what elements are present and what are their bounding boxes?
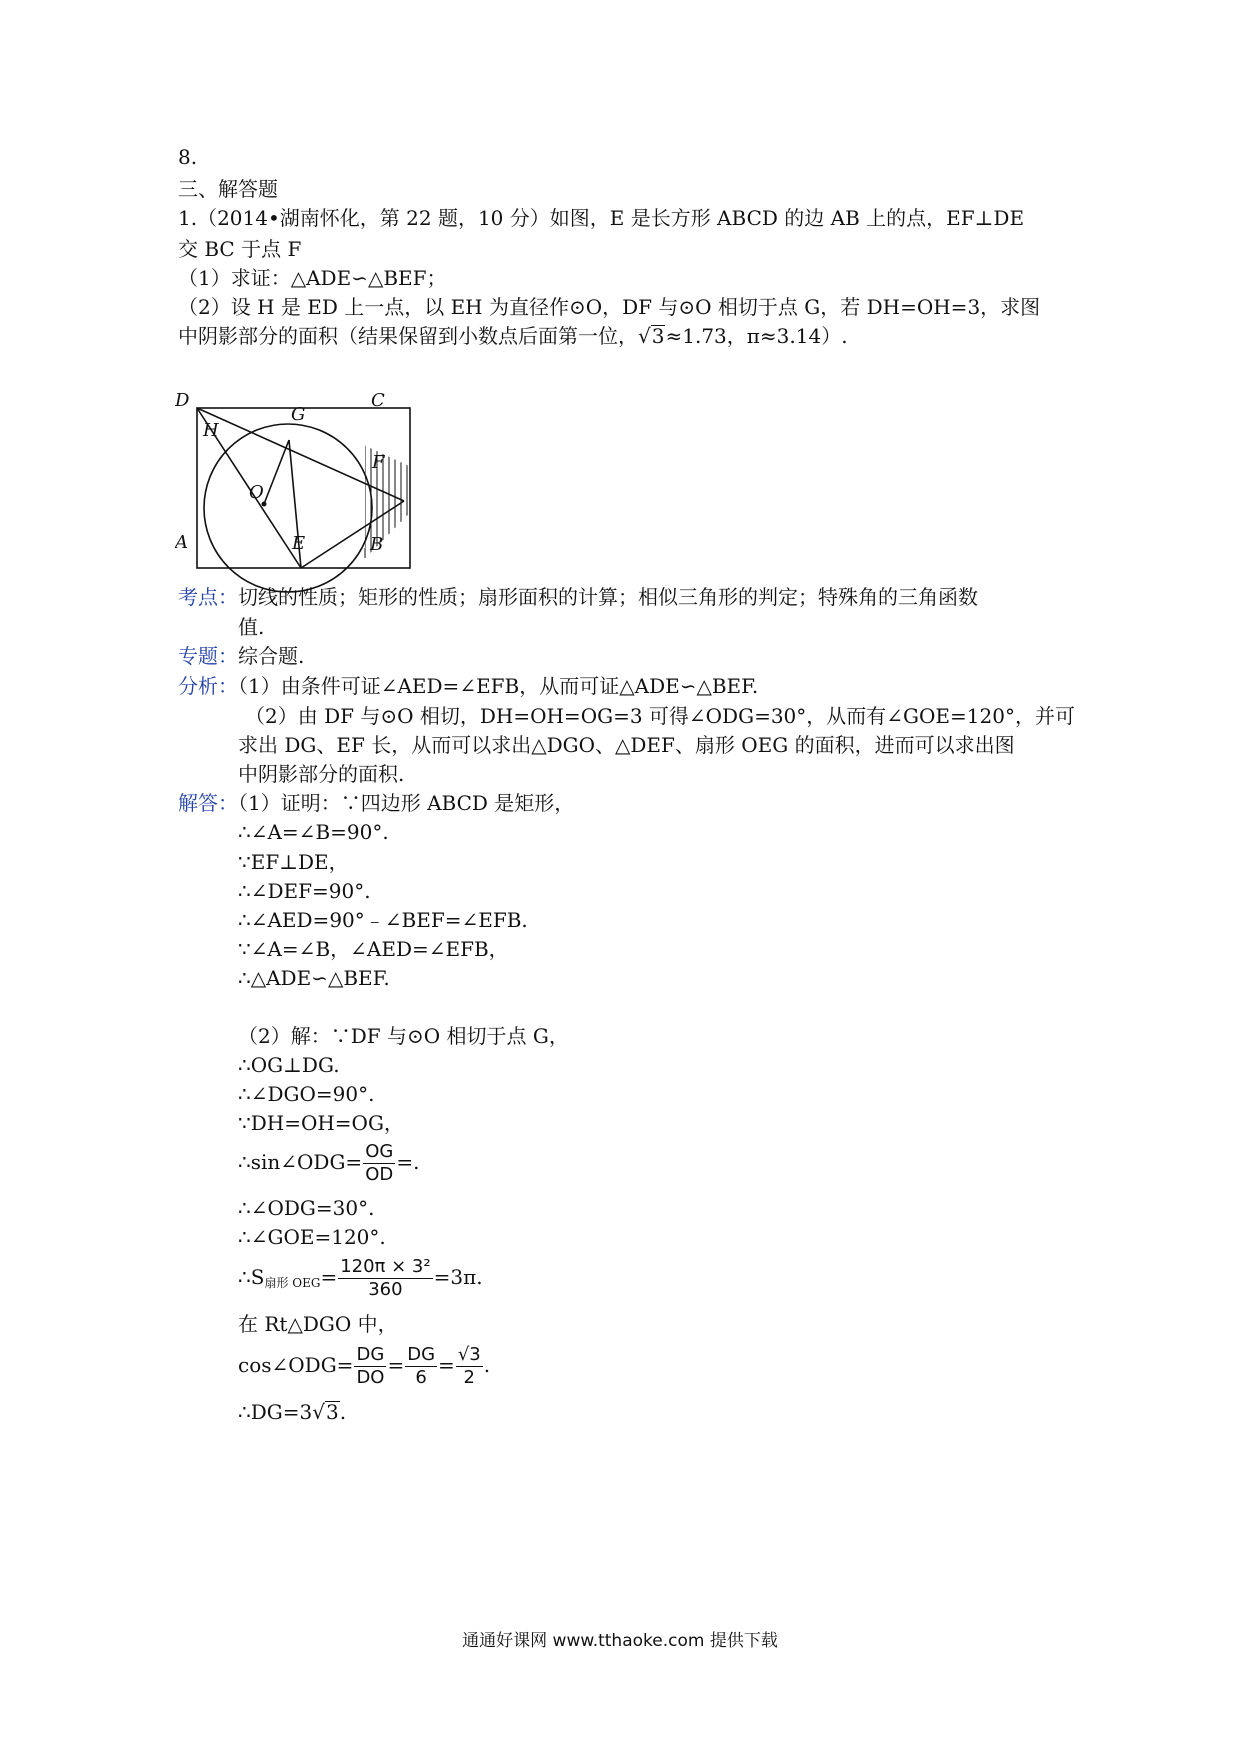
solution-step: （1）证明：∵四边形 ABCD 是矩形，: [238, 791, 575, 815]
footer-watermark: 通通好课网 www.tthaoke.com 提供下载: [462, 1631, 778, 1651]
jieda-label: 解答：: [178, 791, 238, 815]
kaodian-row: [178, 583, 978, 611]
fenxi-row: [178, 672, 758, 700]
solution-step: ∴∠DGO=90°.: [238, 1082, 375, 1106]
item-number: 8.: [178, 145, 198, 169]
dg-expression: ∴DG=3: [238, 1400, 313, 1424]
fraction-sector: [338, 1256, 432, 1301]
fenxi-text-2c: 中阴影部分的面积.: [238, 762, 405, 786]
sin-result: =.: [396, 1150, 420, 1174]
sqrt-radicand: 3: [651, 324, 665, 348]
solution-step: ∵DH=OH=OG，: [238, 1111, 404, 1135]
kaodian-text-cont: 值.: [238, 615, 265, 639]
cos-expression: cos∠ODG=: [238, 1353, 354, 1377]
solution-step-cos: [238, 1340, 490, 1390]
label-o: O: [249, 482, 264, 503]
zhuanti-text: 综合题.: [238, 644, 305, 668]
fraction-denominator: 360: [368, 1279, 403, 1300]
fenxi-text-2b: 求出 DG、EF 长，从而可以求出△DGO、△DEF、扇形 OEG 的面积，进而可以求出图: [238, 733, 1015, 757]
label-e: E: [292, 533, 306, 554]
equals-sign: =: [387, 1353, 405, 1377]
problem-part-1: （1）求证：△ADE∽△BEF；: [178, 266, 447, 290]
solution-step-dg: [238, 1398, 346, 1426]
kaodian-label: 考点：: [178, 585, 238, 609]
fraction-sqrt3-2: [456, 1344, 483, 1389]
fraction-denominator: DO: [356, 1367, 385, 1388]
fraction-numerator: 120π × 3²: [340, 1256, 431, 1277]
fraction-denominator: 6: [415, 1367, 427, 1388]
fraction-numerator: OG: [365, 1141, 394, 1162]
fraction-denominator: OD: [365, 1164, 394, 1185]
area-subscript: 扇形 OEG: [264, 1276, 321, 1290]
solution-step: ∴∠DEF=90°.: [238, 879, 371, 903]
jieda-row: [178, 789, 574, 817]
solution-step: （2）解：∵DF 与⊙O 相切于点 G，: [238, 1024, 569, 1048]
sin-expression: ∴sin∠ODG=: [238, 1150, 363, 1174]
label-d: D: [175, 390, 190, 411]
equals-sign: =: [438, 1353, 455, 1377]
solution-step: ∴∠AED=90°﹣∠BEF=∠EFB.: [238, 908, 528, 932]
label-g: G: [291, 404, 306, 425]
section-title: 三、解答题: [178, 177, 278, 201]
zhuanti-label: 专题：: [178, 644, 238, 668]
problem-part-2-line-1: （2）设 H 是 ED 上一点，以 EH 为直径作⊙O，DF 与⊙O 相切于点 G，若 DH=OH=3，求图: [178, 295, 1041, 319]
sector-result: =3π.: [433, 1265, 483, 1289]
fenxi-label: 分析：: [178, 674, 238, 698]
problem-line-2: 交 BC 于点 F: [178, 237, 302, 261]
problem-text: ≈1.73，π≈3.14）.: [665, 324, 848, 348]
sqrt-symbol: √: [312, 1400, 325, 1424]
dg-end: .: [339, 1400, 347, 1424]
solution-step-sector-area: [238, 1252, 483, 1302]
zhuanti-row: [178, 642, 304, 670]
label-f: F: [372, 452, 385, 473]
label-a: A: [175, 532, 188, 553]
solution-step: 在 Rt△DGO 中，: [238, 1312, 398, 1336]
fraction-dg-do: [354, 1344, 386, 1389]
solution-step: ∵∠A=∠B，∠AED=∠EFB，: [238, 937, 509, 961]
fenxi-text-1: （1）由条件可证∠AED=∠EFB，从而可证△ADE∽△BEF.: [238, 674, 759, 698]
problem-part-2-line-2: [178, 322, 848, 350]
solution-step: ∴∠A=∠B=90°.: [238, 820, 389, 844]
area-symbol: ∴S: [238, 1265, 265, 1289]
kaodian-text: 切线的性质；矩形的性质；扇形面积的计算；相似三角形的判定；特殊角的三角函数: [238, 585, 978, 609]
fraction-denominator: 2: [463, 1367, 475, 1388]
solution-step: ∴∠ODG=30°.: [238, 1196, 375, 1220]
fraction-dg-6: [405, 1344, 437, 1389]
fenxi-text-2a: （2）由 DF 与⊙O 相切，DH=OH=OG=3 可得∠ODG=30°，从而有∠GOE=120°，并可: [245, 704, 1075, 728]
fraction-og-od: [363, 1141, 395, 1186]
sqrt-radicand: 3: [325, 1400, 339, 1424]
solution-step: ∴∠GOE=120°.: [238, 1225, 386, 1249]
fraction-numerator: √3: [457, 1344, 481, 1365]
equals-sign: =: [320, 1265, 338, 1289]
problem-text: 中阴影部分的面积（结果保留到小数点后面第一位，: [178, 324, 638, 348]
label-c: C: [371, 390, 385, 411]
cos-end: .: [483, 1353, 491, 1377]
solution-step: ∴OG⊥DG.: [238, 1053, 340, 1077]
sqrt-symbol: √: [638, 324, 651, 348]
solution-step-sin: [238, 1138, 419, 1186]
segment-og: [264, 440, 289, 504]
label-h: H: [203, 420, 219, 441]
solution-step: ∴△ADE∽△BEF.: [238, 966, 390, 990]
solution-step: ∵EF⊥DE，: [238, 850, 349, 874]
fraction-numerator: DG: [407, 1344, 436, 1365]
fraction-numerator: DG: [354, 1344, 386, 1367]
problem-line-1: 1.（2014•湖南怀化，第 22 题，10 分）如图，E 是长方形 ABCD 的边 AB 上的点，EF⊥DE: [178, 206, 1025, 230]
label-b: B: [370, 534, 384, 555]
